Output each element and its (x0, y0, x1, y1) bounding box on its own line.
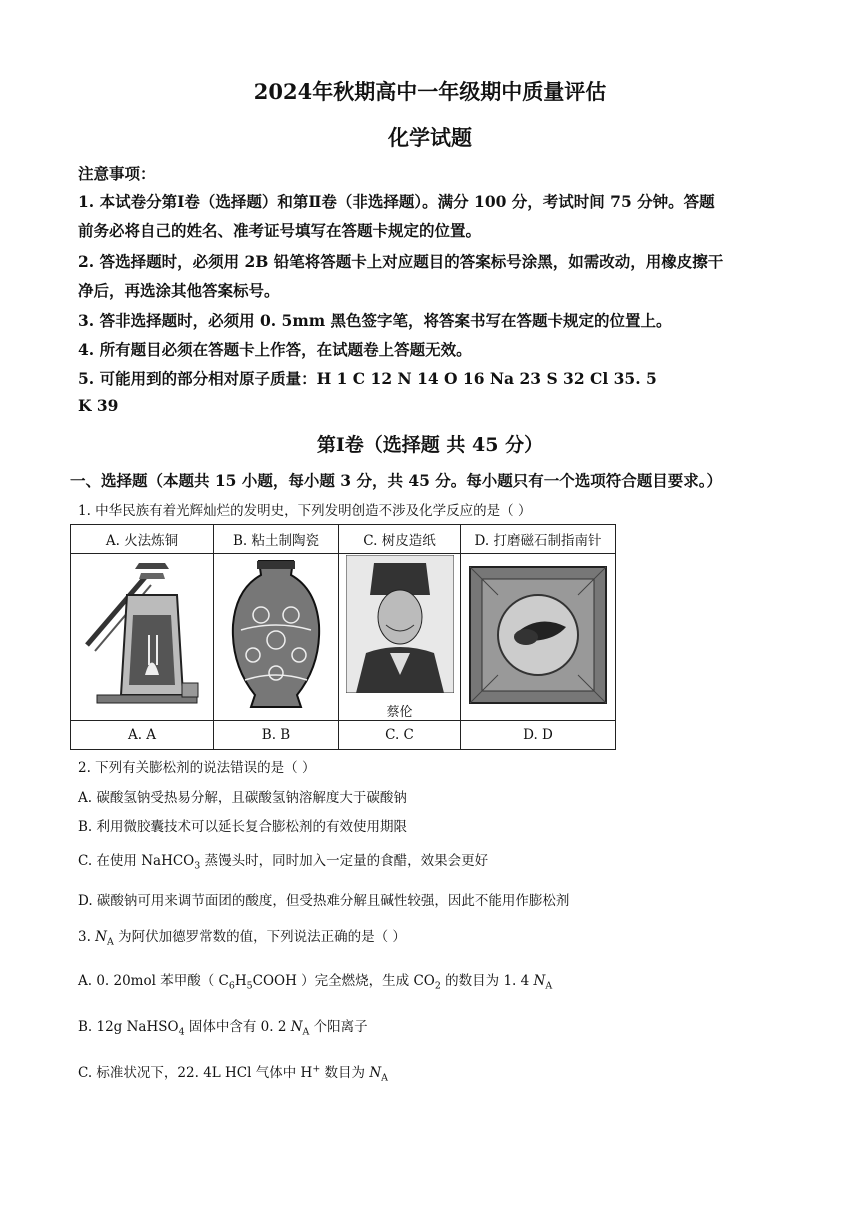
furnace-illustration-cell (71, 554, 214, 721)
notice-line: 1. 本试卷分第Ⅰ卷（选择题）和第Ⅱ卷（非选择题）。满分 100 分，考试时间 75 分钟。答题 (78, 192, 715, 211)
notice-line: 前务必将自己的姓名、准考证号填写在答题卡规定的位置。 (78, 221, 482, 240)
notice-line: 净后，再选涂其他答案标号。 (78, 281, 280, 300)
option-answer: C. C (339, 721, 461, 750)
q3-option-b: B. 12g NaHSO$_4$ 固体中含有 0. 2 $N_A$ 个阳离子 (78, 1019, 368, 1038)
q2-option-d: D. 碳酸钠可用来调节面团的酸度，但受热难分解且碱性较强，因此不能用作膨松剂 (78, 893, 570, 909)
q3-option-c: C. 标准状况下，22. 4L HCl 气体中 H+ 数目为 $N_A$ (78, 1063, 388, 1084)
exam-subtitle: 化学试题 (388, 125, 472, 150)
notice-line: 5. 可能用到的部分相对原子质量：H 1 C 12 N 14 O 16 Na 23 S 32 Cl 35. 5 (78, 369, 657, 388)
exam-title: 2024年秋期高中一年级期中质量评估 (253, 79, 607, 104)
option-header: D. 打磨磁石制指南针 (461, 525, 616, 554)
q1-options-table (70, 524, 616, 750)
option-answer: B. B (214, 721, 339, 750)
q2-option-a: A. 碳酸氢钠受热易分解，且碳酸氢钠溶解度大于碳酸钠 (78, 790, 407, 806)
porcelain-vase-icon (221, 555, 331, 715)
copper-smelting-furnace-icon (77, 555, 207, 715)
option-header: C. 树皮造纸 (339, 525, 461, 554)
option-answer: D. D (461, 721, 616, 750)
notice-line: K 39 (78, 396, 119, 415)
q2-option-c: C. 在使用 NaHCO$_3$ 蒸馒头时，同时加入一定量的食醋，效果会更好 (78, 853, 489, 872)
notice-line: 4. 所有题目必须在答题卡上作答，在试题卷上答题无效。 (78, 340, 472, 359)
q1-stem: 1. 中华民族有着光辉灿烂的发明史，下列发明创造不涉及化学反应的是（ ） (78, 503, 532, 519)
section-heading: 第Ⅰ卷（选择题 共 45 分） (316, 434, 544, 456)
notice-line: 2. 答选择题时，必须用 2B 铅笔将答题卡上对应题目的答案标号涂黑，如需改动，用橡皮擦干 (78, 252, 724, 271)
cai-lun-illustration-cell (339, 554, 461, 721)
section-instruction: 一、选择题（本题共 15 小题，每小题 3 分，共 45 分。每小题只有一个选项符合题目要求。） (70, 471, 723, 490)
notice-line: 3. 答非选择题时，必须用 0. 5mm 黑色签字笔，将答案书写在答题卡规定的位置上。 (78, 311, 672, 330)
compass-illustration-cell (461, 554, 616, 721)
vase-illustration-cell (214, 554, 339, 721)
option-header: B. 粘土制陶瓷 (214, 525, 339, 554)
cai-lun-portrait-icon (346, 555, 454, 693)
q3-option-a: A. 0. 20mol 苯甲酸（ $C_6H_5COOH$ ）完全燃烧，生成 $CO_2$ 的数目为 1. 4 $N_A$ (78, 973, 553, 992)
q2-stem: 2. 下列有关膨松剂的说法错误的是（ ） (78, 760, 316, 776)
notice-heading: 注意事项： (78, 164, 156, 183)
q3-stem: 3. $N_A$ 为阿伏加德罗常数的值，下列说法正确的是（ ） (78, 929, 406, 948)
q2-option-b: B. 利用微胶囊技术可以延长复合膨松剂的有效使用期限 (78, 819, 408, 835)
portrait-caption: 蔡伦 (386, 704, 413, 720)
option-answer: A. A (71, 721, 214, 750)
option-header: A. 火法炼铜 (71, 525, 214, 554)
lodestone-compass-icon (468, 565, 608, 705)
